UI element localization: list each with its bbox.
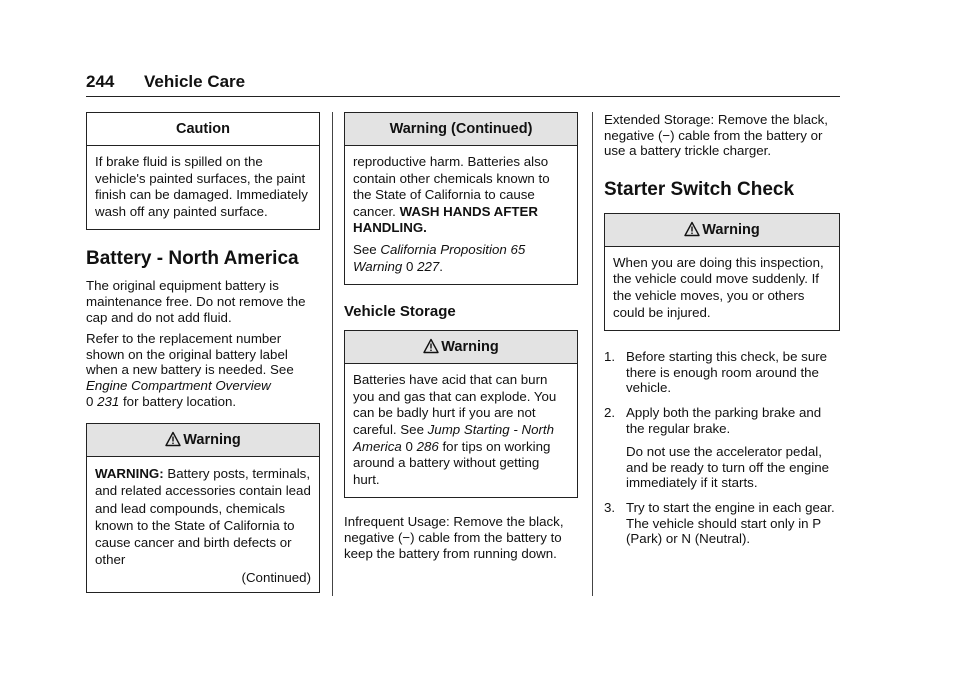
page-header — [86, 70, 840, 97]
list-item: 1. Before starting this check, be sure there is enough room around the vehicle. — [604, 349, 828, 396]
prop65-reference: See California Proposition 65 Warning 0 227. — [353, 241, 526, 274]
caution-text: If brake fluid is spilled on the vehicle's painted surfaces, the paint finish can be damaged. Immediately wash off any painted surface. — [95, 154, 308, 219]
starter-warning-header — [605, 214, 839, 247]
ref-arrow-icon: 0 — [405, 258, 414, 274]
vehicle-storage-heading: Vehicle Storage — [344, 303, 456, 321]
storage-warning-text: Batteries have acid that can burn you and gas that can explode. You can be badly hurt if you are not careful. See Jump Starting - North America 0 286 for tips on working around a battery without getting hurt. — [353, 372, 557, 487]
starter-switch-heading: Starter Switch Check — [604, 178, 795, 200]
column-divider-2 — [592, 112, 593, 596]
storage-warning-box — [344, 330, 578, 498]
column-3 — [604, 112, 840, 556]
warning-triangle-icon — [684, 221, 700, 237]
page-ref-231[interactable]: 231 — [97, 393, 120, 409]
starter-warning-box — [604, 213, 840, 331]
caution-box — [86, 112, 320, 230]
extended-storage-paragraph: Extended Storage: Remove the black, negative (−) cable from the battery or use a battery trickle charger. — [604, 112, 828, 159]
warning-triangle-icon — [165, 431, 181, 447]
starter-warning-title: Warning — [702, 221, 760, 238]
page-number: 244 — [86, 72, 115, 91]
battery-paragraph-1: The original equipment battery is maintenance free. Do not remove the cap and do not add fluid. — [86, 278, 306, 325]
infrequent-usage-paragraph: Infrequent Usage: Remove the black, negative (−) cable from the battery to keep the battery from running down. — [344, 514, 564, 561]
column-2 — [344, 112, 578, 561]
ref-arrow-icon: 0 — [86, 393, 94, 409]
column-1 — [86, 112, 320, 593]
page-ref-286[interactable]: 286 — [416, 438, 439, 454]
page-ref-227[interactable]: 227 — [417, 258, 440, 274]
column-divider-1 — [332, 112, 333, 596]
warning-continued-title: Warning (Continued) — [345, 113, 577, 146]
warning-continued-box — [344, 112, 578, 285]
ref-arrow-icon: 0 — [405, 438, 413, 454]
starter-warning-text: When you are doing this inspection, the vehicle could move suddenly. If the vehicle moves, you or others could be injured. — [613, 254, 824, 320]
list-item: 2. Apply both the parking brake and the regular brake. Do not use the accelerator pedal, and be ready to turn off the engine immediately if it starts. — [604, 404, 830, 491]
jump-starting-link[interactable]: Jump Starting - North America — [353, 421, 555, 454]
battery-warning-text: WARNING: Battery posts, terminals, and related accessories contain lead and lead compounds, chemicals known to the State of California to cause cancer and birth defects or other — [95, 466, 311, 568]
warning-triangle-icon — [423, 338, 439, 354]
engine-compartment-link[interactable]: Engine Compartment Overview — [86, 377, 271, 393]
page-title: Vehicle Care — [144, 72, 246, 91]
battery-paragraph-2: Refer to the replacement number shown on the original battery label when a new battery is needed. See Engine Compartment Overview 0 231 for battery location. — [86, 331, 294, 409]
storage-warning-title: Warning — [441, 339, 499, 356]
battery-heading: Battery - North America — [86, 248, 299, 270]
list-item: 3. Try to start the engine in each gear. The vehicle should start only in P (Park) or N (Neutral). — [604, 499, 835, 547]
storage-warning-header — [345, 331, 577, 364]
continued-label: (Continued) — [241, 570, 311, 586]
check-steps-list — [604, 349, 840, 547]
battery-warning-header — [87, 424, 319, 457]
battery-warning-title: Warning — [183, 432, 241, 449]
warning-continued-text: reproductive harm. Batteries also contain other chemicals known to the State of California to cause cancer. WASH HANDS AFTER HANDLING. — [353, 154, 550, 236]
battery-warning-box — [86, 423, 320, 592]
caution-title: Caution — [87, 113, 319, 146]
prop65-link[interactable]: California Proposition 65 Warning — [353, 241, 526, 274]
